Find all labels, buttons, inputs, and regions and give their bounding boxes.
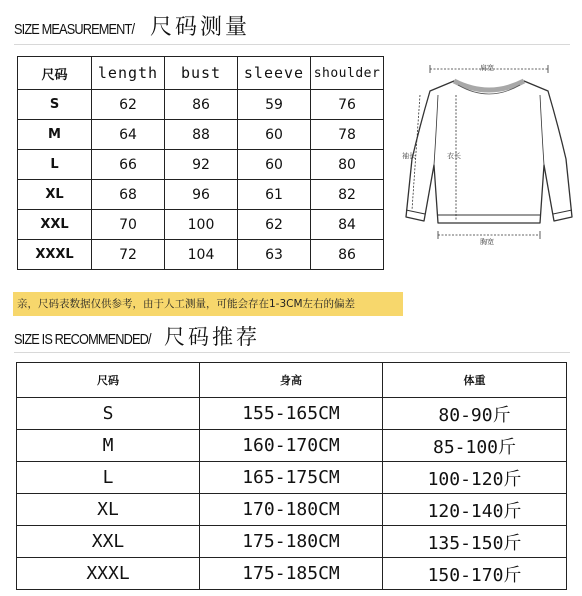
cell-size: M	[18, 120, 92, 150]
cell-height: 175-180CM	[200, 526, 383, 558]
cell-weight: 120-140斤	[383, 494, 567, 526]
measurement-table	[17, 56, 384, 270]
cell-size: M	[17, 430, 200, 462]
table-header-row	[18, 57, 384, 90]
header-bust: bust	[165, 57, 238, 90]
chest-label: 胸宽	[480, 238, 494, 246]
cell-size: XXXL	[17, 558, 200, 590]
header-size: 尺码	[17, 363, 200, 398]
cell-length: 64	[92, 120, 165, 150]
recommended-title-en: SIZE IS RECOMMENDED/	[14, 331, 151, 348]
length-label: 衣长	[447, 152, 461, 160]
table-row	[18, 90, 384, 120]
cell-length: 72	[92, 240, 165, 270]
table-row	[18, 120, 384, 150]
cell-shoulder: 80	[311, 150, 384, 180]
cell-bust: 86	[165, 90, 238, 120]
cell-sleeve: 59	[238, 90, 311, 120]
cell-size: XXXL	[18, 240, 92, 270]
cell-weight: 100-120斤	[383, 462, 567, 494]
cell-shoulder: 76	[311, 90, 384, 120]
cell-height: 155-165CM	[200, 398, 383, 430]
table-row	[18, 180, 384, 210]
cell-sleeve: 63	[238, 240, 311, 270]
measurement-heading	[14, 10, 250, 41]
cell-size: S	[17, 398, 200, 430]
cell-bust: 104	[165, 240, 238, 270]
recommendation-table	[16, 362, 567, 590]
cell-height: 160-170CM	[200, 430, 383, 462]
table-row	[18, 240, 384, 270]
measurement-title-en: SIZE MEASUREMENT/	[14, 21, 135, 38]
sleeve-label: 袖长	[402, 152, 416, 160]
cell-bust: 92	[165, 150, 238, 180]
sweatshirt-diagram	[398, 55, 578, 255]
cell-shoulder: 78	[311, 120, 384, 150]
table-row	[17, 398, 567, 430]
header-weight: 体重	[383, 363, 567, 398]
header-size: 尺码	[18, 57, 92, 90]
measurement-title-zh: 尺码测量	[150, 15, 251, 40]
cell-size: XXL	[17, 526, 200, 558]
cell-size: XXL	[18, 210, 92, 240]
cell-size: XL	[18, 180, 92, 210]
cell-height: 175-185CM	[200, 558, 383, 590]
cell-weight: 135-150斤	[383, 526, 567, 558]
cell-weight: 85-100斤	[383, 430, 567, 462]
header-shoulder: shoulder	[311, 57, 384, 90]
cell-sleeve: 60	[238, 150, 311, 180]
cell-shoulder: 86	[311, 240, 384, 270]
divider	[14, 352, 570, 353]
cell-sleeve: 60	[238, 120, 311, 150]
cell-height: 165-175CM	[200, 462, 383, 494]
cell-shoulder: 84	[311, 210, 384, 240]
cell-length: 66	[92, 150, 165, 180]
table-header-row	[17, 363, 567, 398]
cell-sleeve: 61	[238, 180, 311, 210]
table-row	[18, 210, 384, 240]
cell-size: S	[18, 90, 92, 120]
cell-bust: 88	[165, 120, 238, 150]
header-height: 身高	[200, 363, 383, 398]
shoulder-label: 肩宽	[480, 64, 494, 72]
cell-weight: 150-170斤	[383, 558, 567, 590]
header-sleeve: sleeve	[238, 57, 311, 90]
cell-sleeve: 62	[238, 210, 311, 240]
table-row	[17, 558, 567, 590]
table-row	[17, 462, 567, 494]
table-row	[18, 150, 384, 180]
divider	[14, 44, 570, 45]
measurement-note: 亲，尺码表数据仅供参考，由于人工测量，可能会存在1-3CM左右的偏差	[13, 292, 403, 316]
cell-length: 62	[92, 90, 165, 120]
cell-size: L	[18, 150, 92, 180]
table-row	[17, 526, 567, 558]
cell-bust: 100	[165, 210, 238, 240]
sweatshirt-illustration	[398, 55, 578, 255]
table-row	[17, 494, 567, 526]
cell-size: L	[17, 462, 200, 494]
cell-weight: 80-90斤	[383, 398, 567, 430]
recommended-title-zh: 尺码推荐	[164, 325, 260, 349]
cell-shoulder: 82	[311, 180, 384, 210]
recommended-heading	[14, 321, 260, 351]
header-length: length	[92, 57, 165, 90]
cell-height: 170-180CM	[200, 494, 383, 526]
table-row	[17, 430, 567, 462]
cell-bust: 96	[165, 180, 238, 210]
cell-length: 68	[92, 180, 165, 210]
cell-length: 70	[92, 210, 165, 240]
cell-size: XL	[17, 494, 200, 526]
